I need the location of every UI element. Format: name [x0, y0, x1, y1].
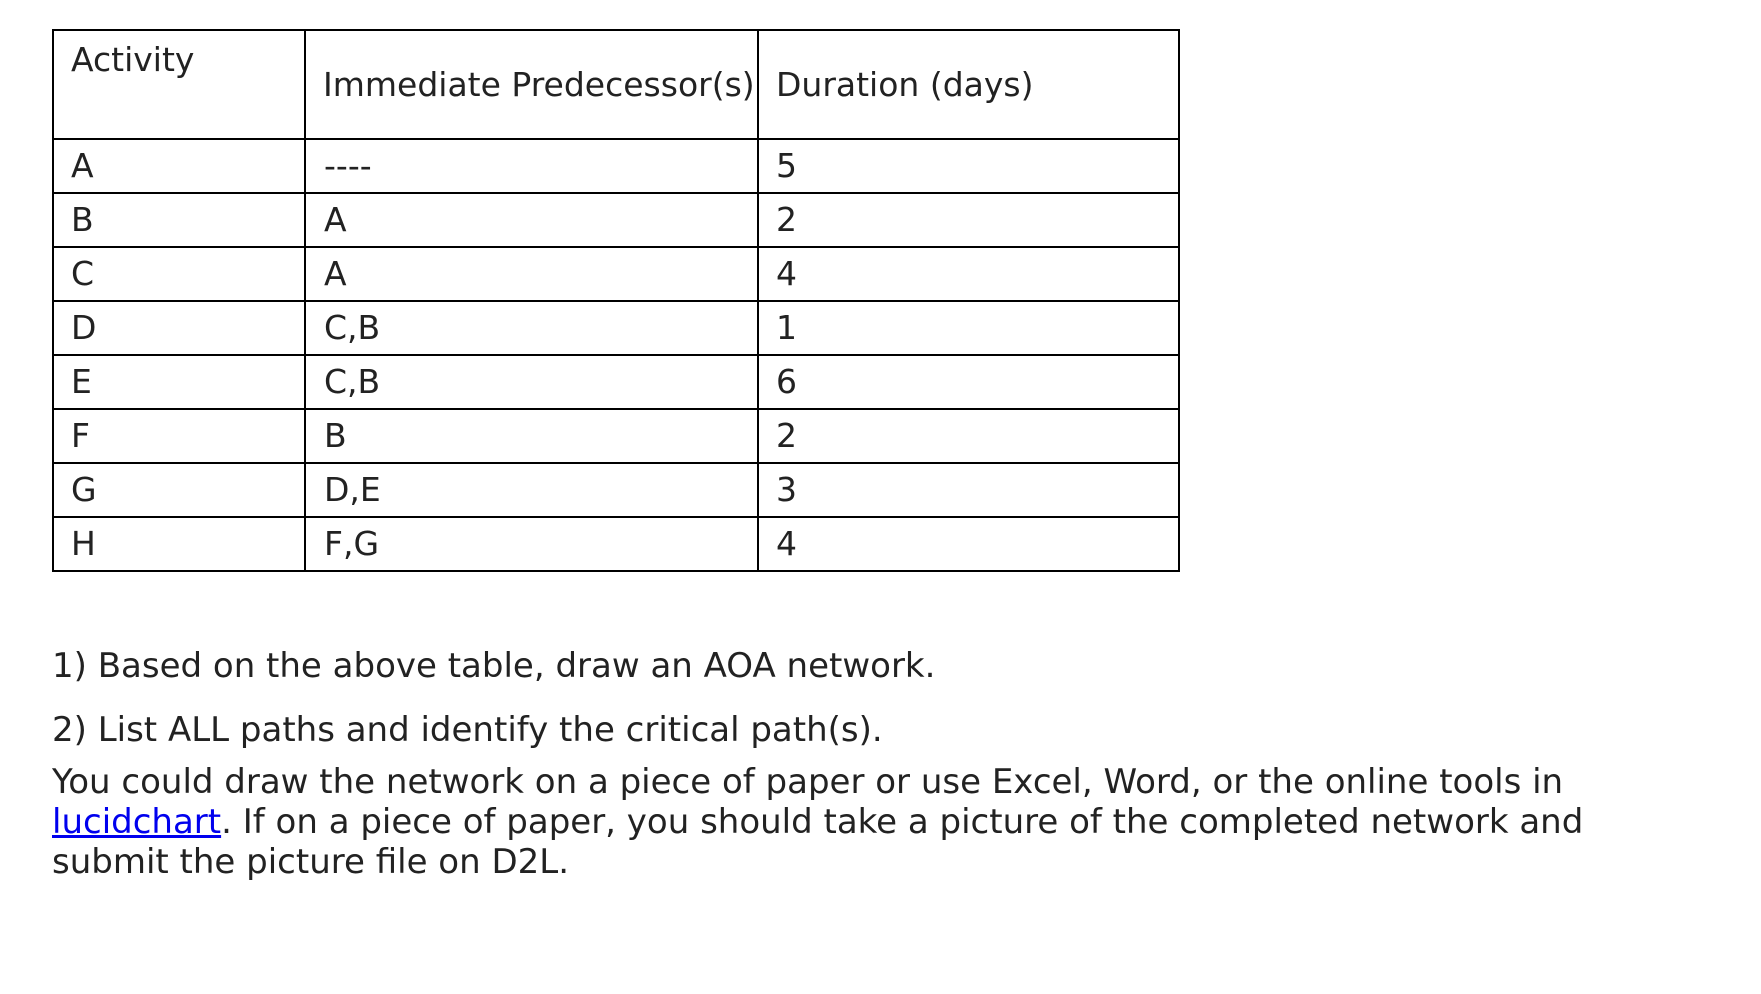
table-row: [53, 409, 1179, 463]
cell-predecessors: C,B: [305, 355, 758, 409]
cell-activity: H: [53, 517, 305, 571]
cell-duration: 4: [758, 247, 1179, 301]
cell-duration: 1: [758, 301, 1179, 355]
cell-activity: C: [53, 247, 305, 301]
cell-predecessors: F,G: [305, 517, 758, 571]
lucidchart-link[interactable]: lucidchart: [52, 802, 222, 842]
table-header-row: [53, 30, 1179, 139]
cell-activity: B: [53, 193, 305, 247]
instructions: [52, 634, 1702, 882]
table-body: [53, 139, 1179, 571]
table-row: [53, 463, 1179, 517]
cell-activity: A: [53, 139, 305, 193]
table-row: [53, 355, 1179, 409]
cell-duration: 4: [758, 517, 1179, 571]
header-predecessors: Immediate Predecessor(s): [305, 30, 758, 139]
cell-predecessors: B: [305, 409, 758, 463]
submission-note: [52, 762, 1702, 882]
cell-duration: 3: [758, 463, 1179, 517]
cell-predecessors: A: [305, 193, 758, 247]
cell-duration: 2: [758, 409, 1179, 463]
cell-activity: D: [53, 301, 305, 355]
table-row: [53, 193, 1179, 247]
cell-activity: E: [53, 355, 305, 409]
question-2: 2) List ALL paths and identify the critical path(s).: [52, 710, 883, 750]
activity-table: [52, 29, 1180, 572]
cell-activity: F: [53, 409, 305, 463]
note-text-after-link: . If on a piece of paper, you should take a picture of the completed network and submit the picture file on D2L.: [52, 802, 1584, 882]
note-text-before-link: You could draw the network on a piece of paper or use Excel, Word, or the online tools in: [52, 762, 1564, 802]
table-row: [53, 139, 1179, 193]
cell-duration: 6: [758, 355, 1179, 409]
cell-predecessors: A: [305, 247, 758, 301]
table-row: [53, 301, 1179, 355]
table-row: [53, 247, 1179, 301]
header-duration: Duration (days): [758, 30, 1179, 139]
cell-duration: 5: [758, 139, 1179, 193]
question-1: 1) Based on the above table, draw an AOA network.: [52, 646, 936, 686]
cell-predecessors: D,E: [305, 463, 758, 517]
cell-predecessors: ----: [305, 139, 758, 193]
cell-activity: G: [53, 463, 305, 517]
cell-predecessors: C,B: [305, 301, 758, 355]
header-activity: Activity: [53, 30, 305, 139]
table-row: [53, 517, 1179, 571]
cell-duration: 2: [758, 193, 1179, 247]
